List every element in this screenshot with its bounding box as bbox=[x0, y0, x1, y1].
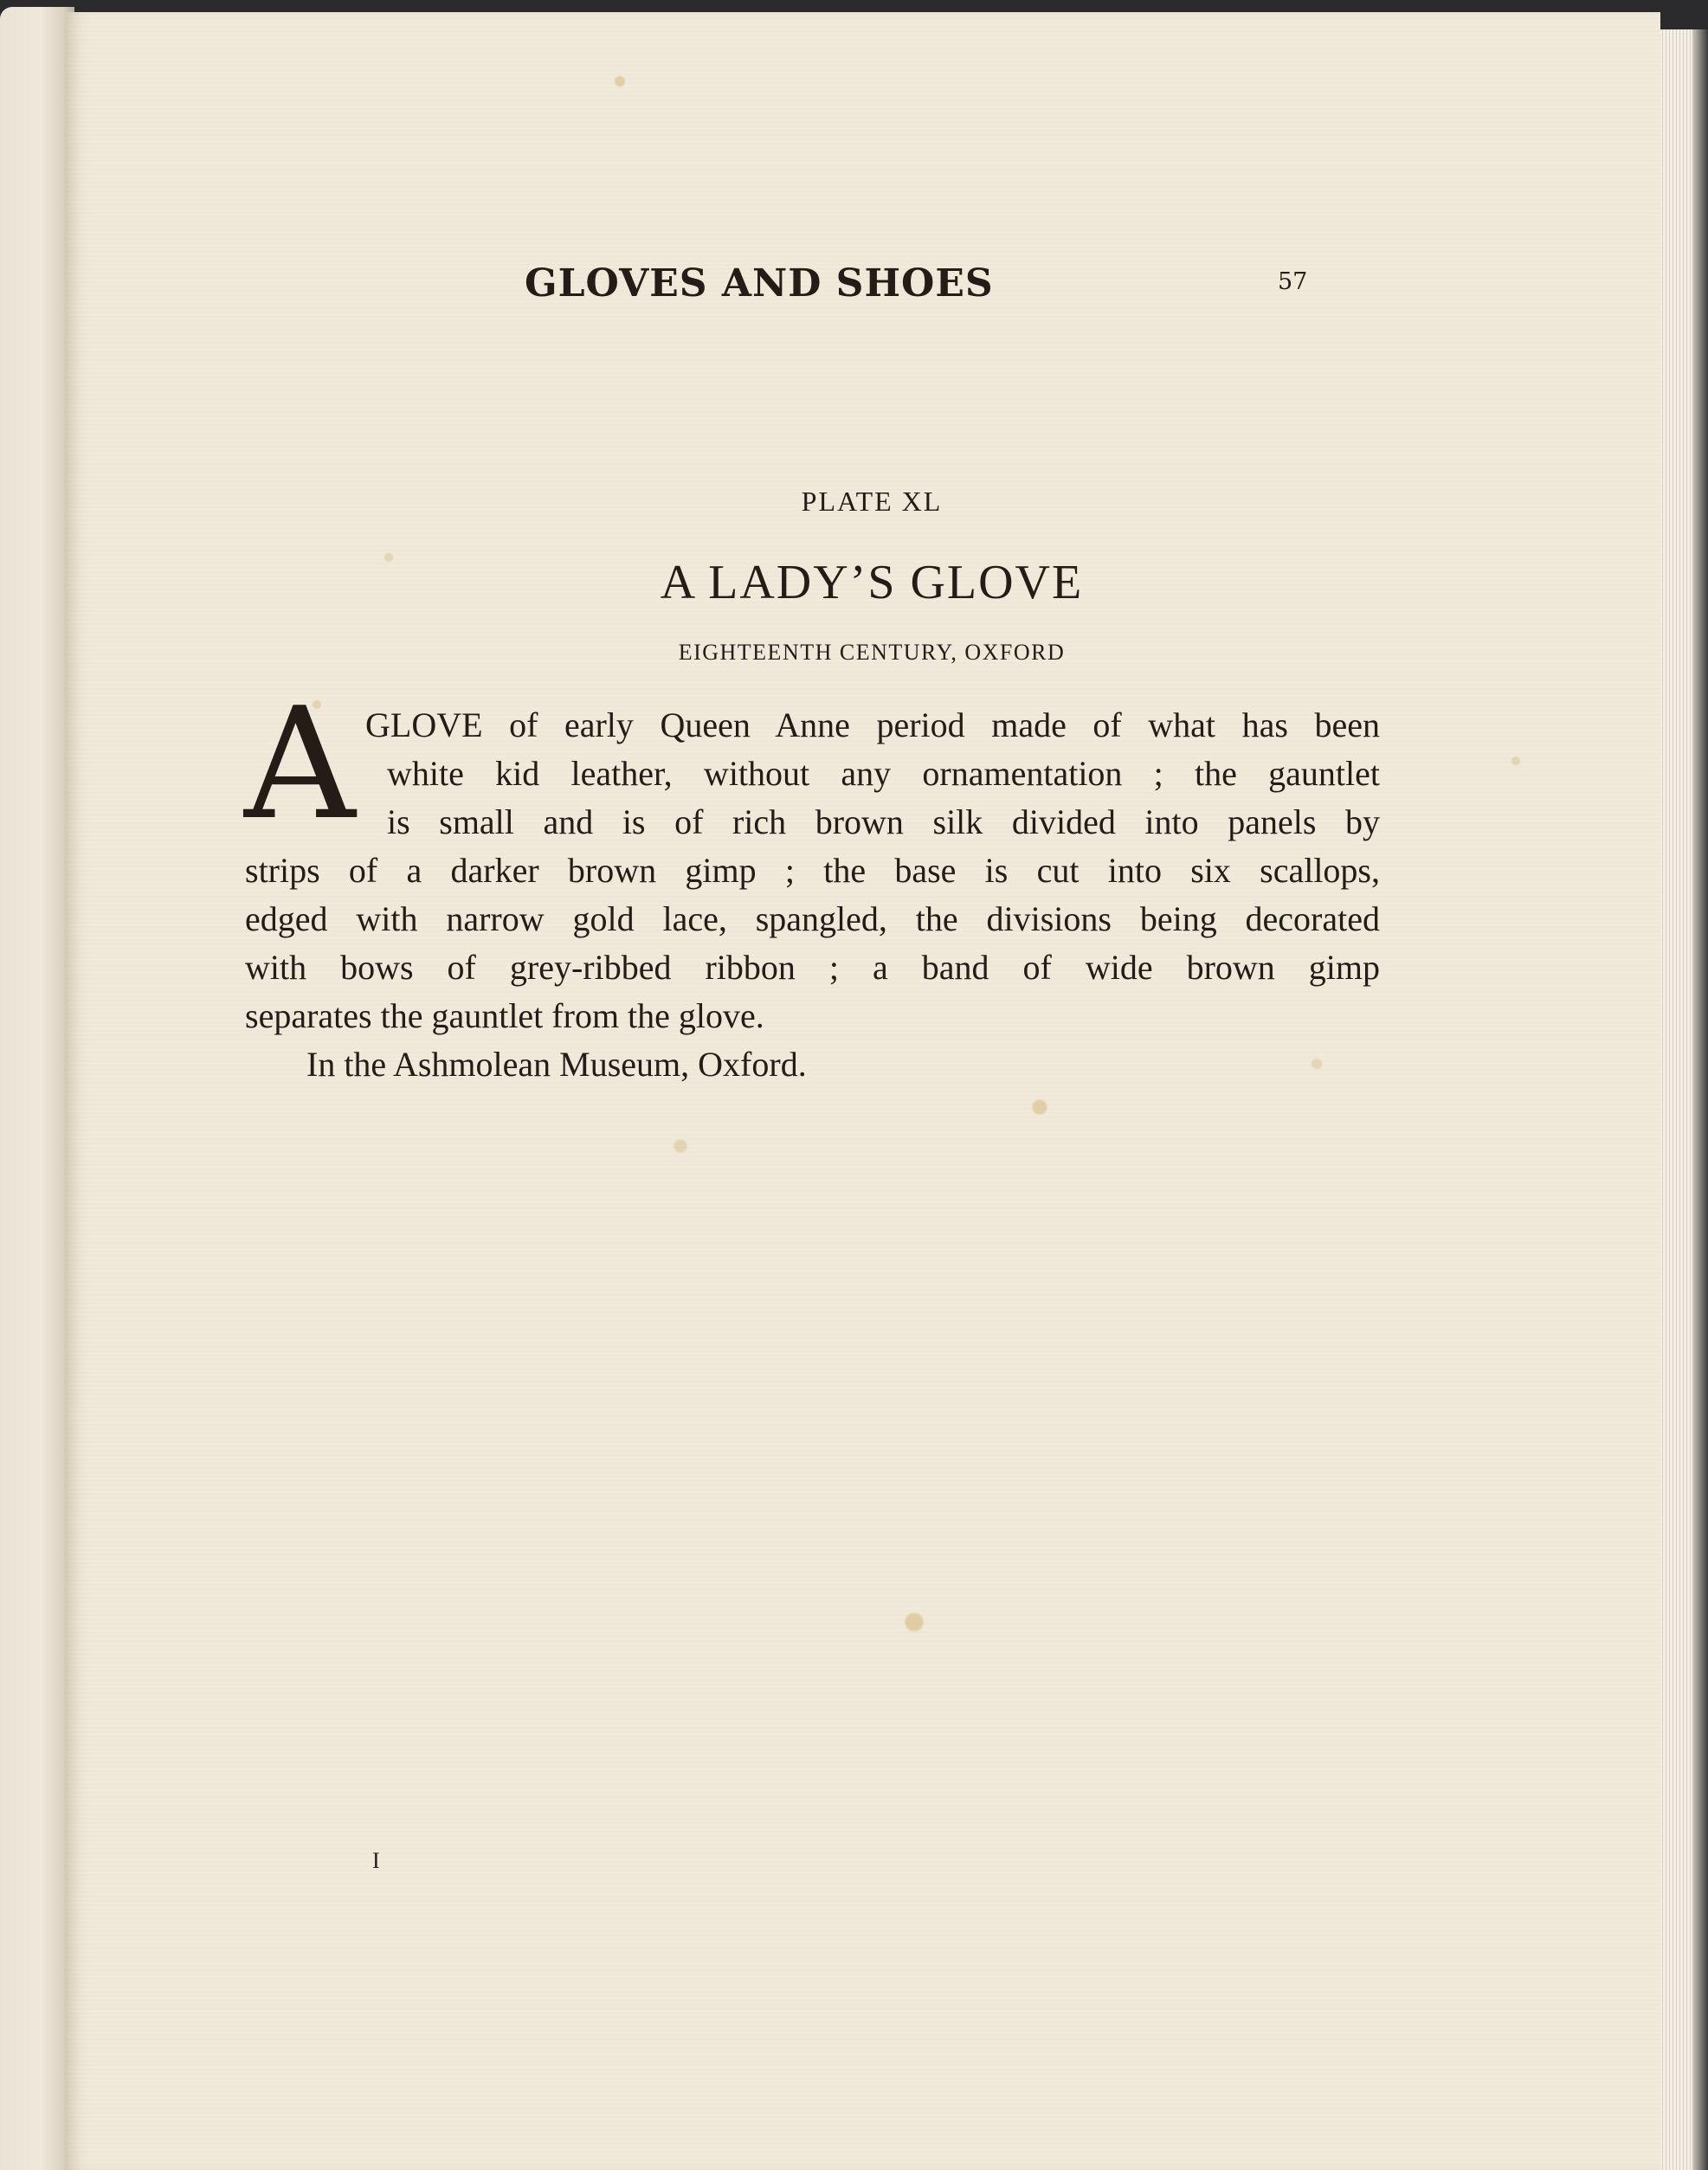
body-line: separates the gauntlet from the glove. bbox=[245, 996, 764, 1035]
left-page-edge bbox=[0, 7, 74, 2170]
body-line: edged with narrow gold lace, spangled, the divisions being decorated bbox=[245, 899, 1380, 938]
running-head: GLOVES AND SHOES bbox=[525, 261, 994, 306]
location-line: In the Ashmolean Museum, Oxford. bbox=[306, 1045, 807, 1084]
plate-subtitle: EIGHTEENTH CENTURY, OXFORD bbox=[678, 640, 1066, 665]
body-line: GLOVE of early Queen Anne period made of what has been bbox=[365, 705, 1380, 744]
signature-mark: I bbox=[372, 1848, 380, 1873]
page-number: 57 bbox=[1278, 268, 1308, 295]
body-line: with bows of grey-ribbed ribbon ; a band of wide brown gimp bbox=[245, 948, 1380, 987]
plate-title: A LADY’S GLOVE bbox=[660, 556, 1084, 609]
body-line: strips of a darker brown gimp ; the base is cut into six scallops, bbox=[245, 851, 1380, 890]
drop-cap: A bbox=[244, 674, 356, 853]
plate-label: PLATE XL bbox=[801, 486, 943, 517]
book-page bbox=[66, 12, 1660, 2170]
body-line: white kid leather, without any ornamentation ; the gauntlet bbox=[387, 754, 1380, 793]
body-line: is small and is of rich brown silk divided into panels by bbox=[387, 802, 1380, 841]
fore-edge-shadow bbox=[1692, 29, 1708, 2170]
